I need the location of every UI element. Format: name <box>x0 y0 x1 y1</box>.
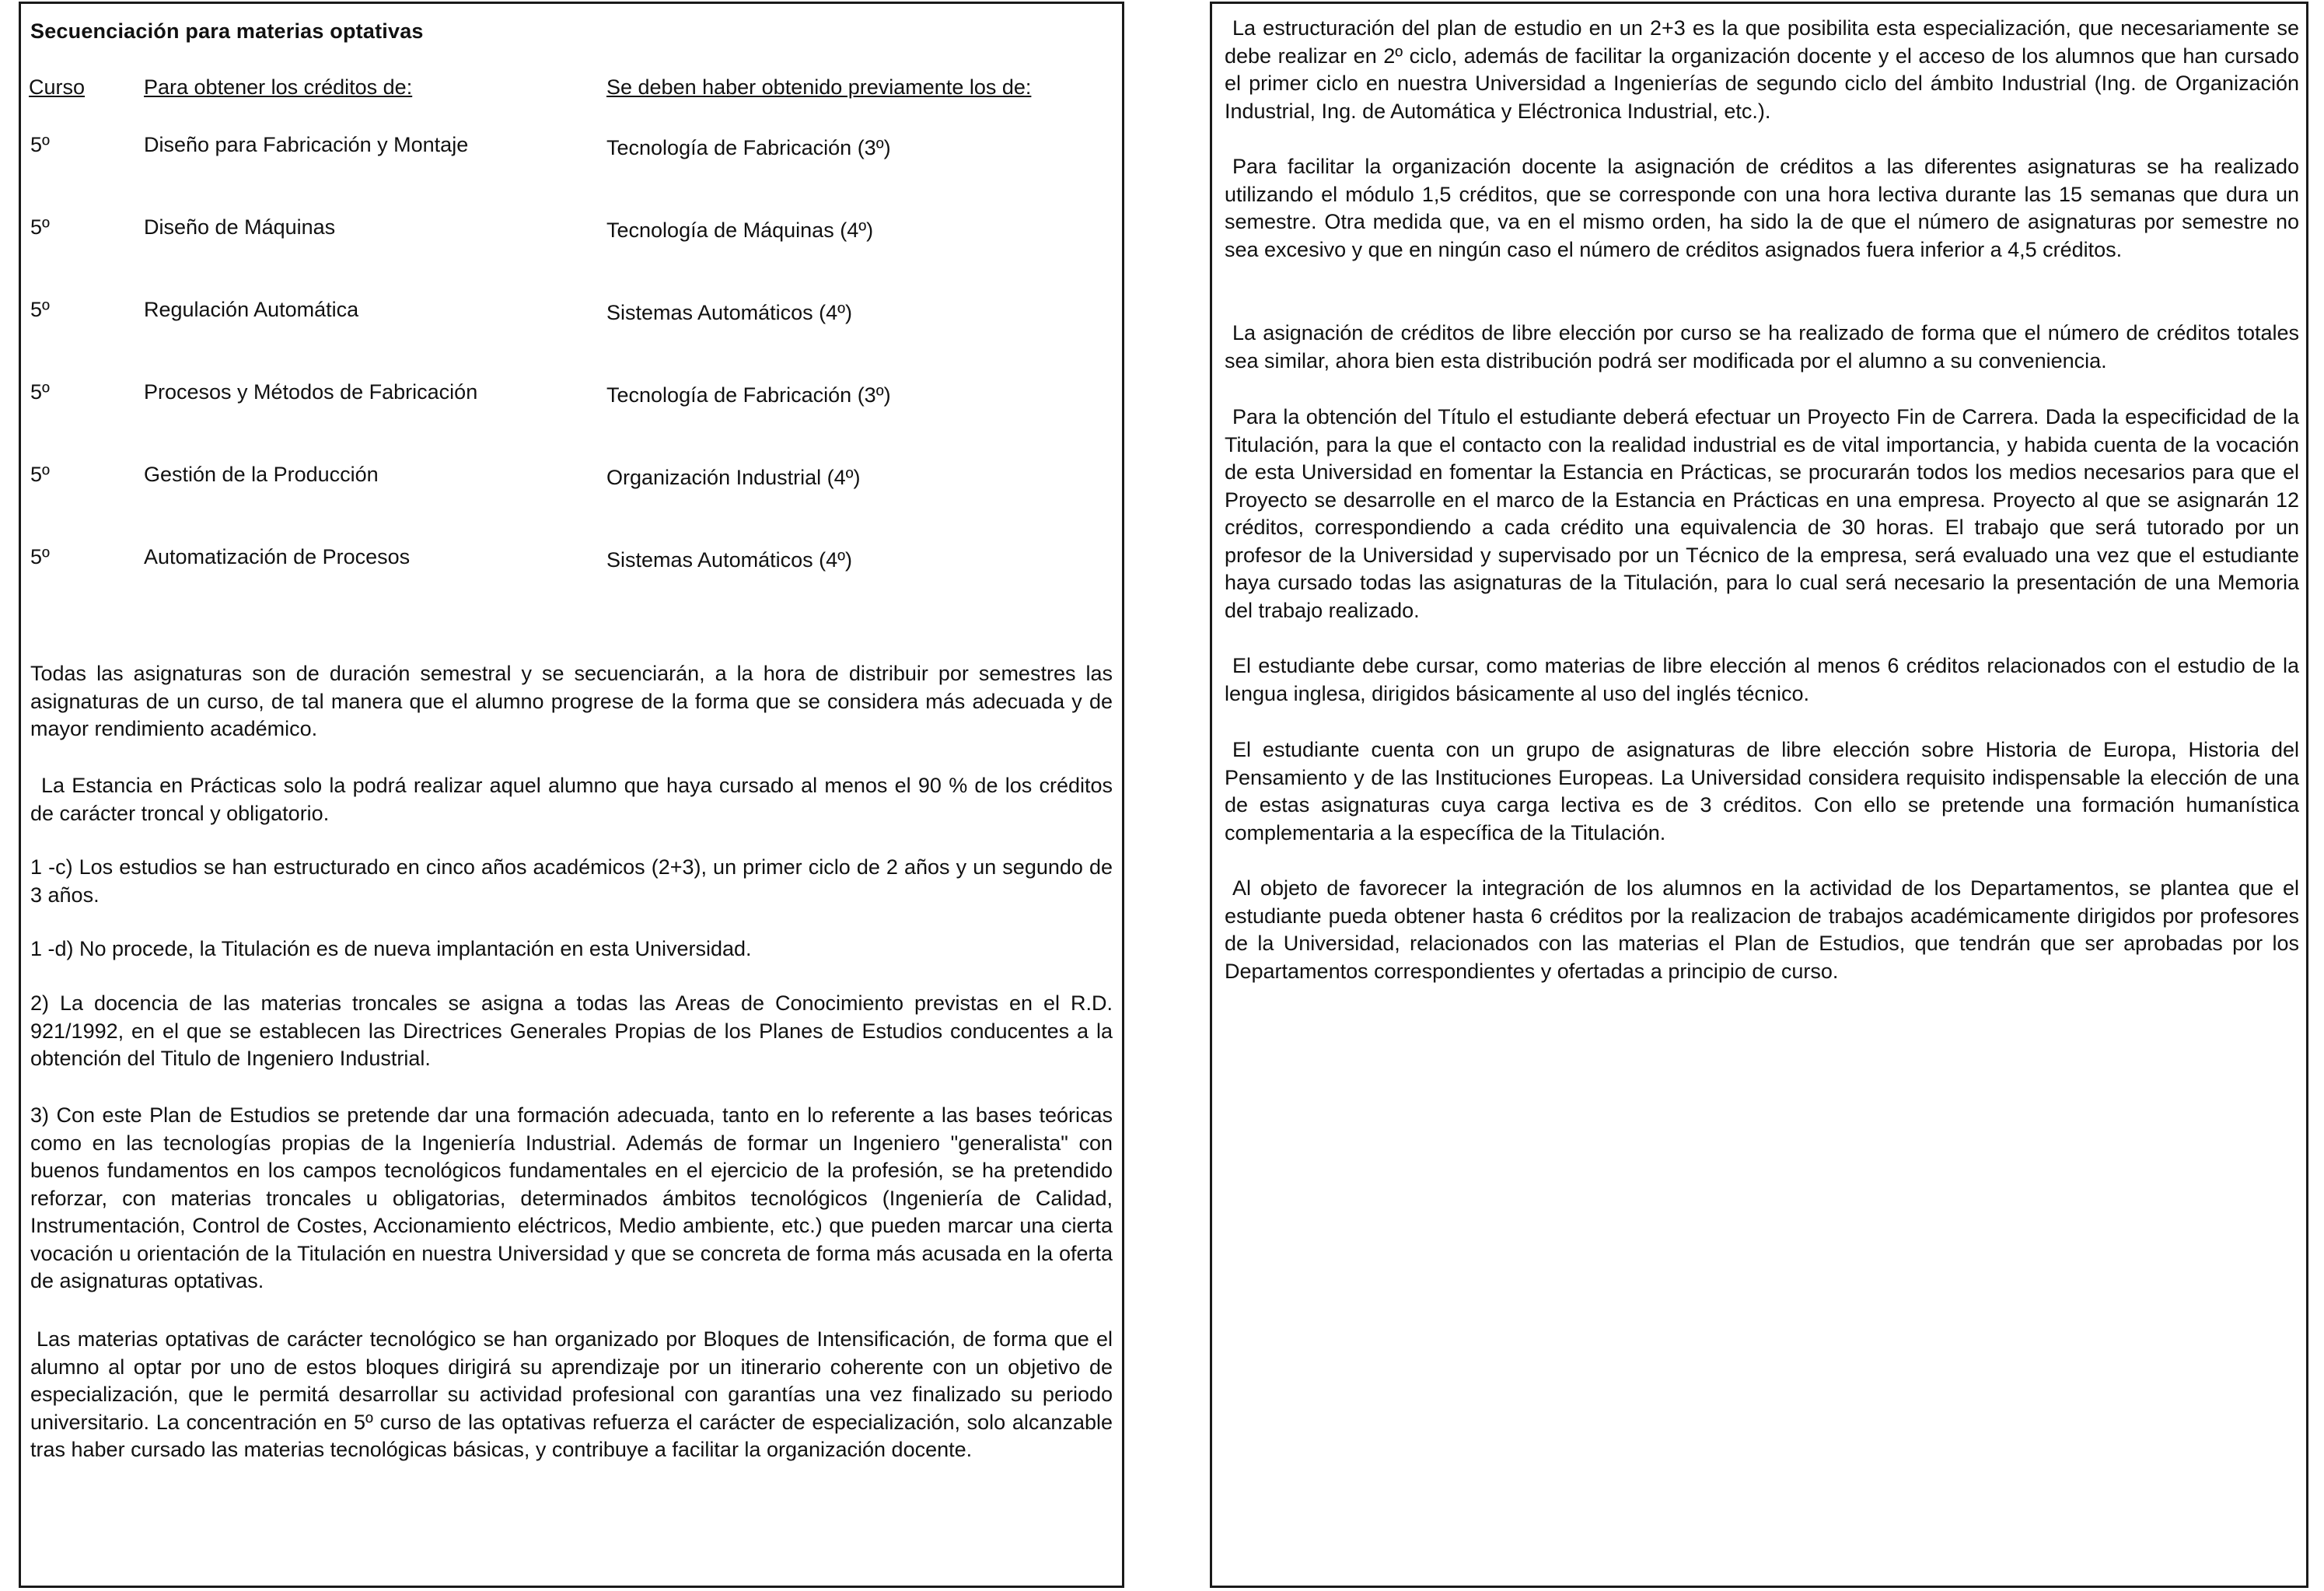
table-cell-curso: 5º <box>30 133 50 156</box>
table-cell-previa: Tecnología de Máquinas (4º) <box>606 219 874 242</box>
table-header-obtener: Para obtener los créditos de: <box>144 75 413 99</box>
paragraph-historia: El estudiante cuenta con un grupo de asignaturas de libre elección sobre Historia de Europa, Historia del Pensamiento y de las Instituciones Europeas. La Universidad considera requisito indispensable la elección de una de estas asignaturas cuya carga lectiva es de 3 créditos. Con ello se pretende una formación humanística complementaria a la específica de la Titulación. <box>1225 738 2299 844</box>
table-cell-previa: Sistemas Automáticos (4º) <box>606 301 852 324</box>
table-cell-materia: Automatización de Procesos <box>144 545 411 568</box>
table-header-curso: Curso <box>29 75 86 99</box>
table-cell-previa: Tecnología de Fabricación (3º) <box>606 136 891 159</box>
table-cell-materia: Diseño para Fabricación y Montaje <box>144 133 469 156</box>
paragraph-libre-eleccion: La asignación de créditos de libre elección por curso se ha realizado de forma que el número de créditos totales sea similar, ahora bien esta distribución podrá ser modificada por el alumno a su conveniencia. <box>1225 321 2299 372</box>
table-cell-curso: 5º <box>30 380 50 404</box>
paragraph-1d: 1 -d) No procede, la Titulación es de nueva implantación en esta Universidad. <box>30 937 752 960</box>
paragraph-estancia: La Estancia en Prácticas solo la podrá realizar aquel alumno que haya cursado al menos el 90 % de los créditos de carácter troncal y obligatorio. <box>30 774 1113 825</box>
paragraph-3: 3) Con este Plan de Estudios se pretende dar una formación adecuada, tanto en lo referente a las bases teóricas como en las tecnologías propias de la Ingeniería Industrial. Además de formar un Ingeniero "generalista" con buenos fundamentos en los campos tecnológicos fundamentales en el ejercicio de la profesión, se ha pretendido reforzar, con materias troncales u obligatorias, determinados ámbitos tecnológicos (Ingeniería de Calidad, Instrumentación, Control de Costes, Accionamiento eléctricos, Medio ambiente, etc.) que pueden marcar una cierta vocación u orientación de la Titulación en nuestra Universidad y que se concreta de forma más acusada en la oferta de asignaturas optativas. <box>30 1103 1113 1292</box>
section-heading: Secuenciación para materias optativas <box>30 19 424 43</box>
table-cell-previa: Sistemas Automáticos (4º) <box>606 548 852 572</box>
table-cell-materia: Gestión de la Producción <box>144 463 379 486</box>
table-header-previos: Se deben haber obtenido previamente los de: <box>606 75 1032 99</box>
paragraph-ingles: El estudiante debe cursar, como materias de libre elección al menos 6 créditos relacionados con el estudio de la lengua inglesa, dirigidos básicamente al uso del inglés técnico. <box>1225 654 2299 705</box>
paragraph-creditos: Para facilitar la organización docente la asignación de créditos a las diferentes asignaturas se ha realizado utilizando el módulo 1,5 créditos, que se corresponde con una hora lectiva durante las 15 semanas que dura un semestre. Otra medida que, va en el mismo orden, ha sido la de que el número de asignaturas por semestre no sea excesivo y que en ningún caso el número de créditos asignados fuera inferior a 4,5 créditos. <box>1225 155 2299 261</box>
paragraph-secuenciacion: Todas las asignaturas son de duración semestral y se secuenciarán, a la hora de distribuir por semestres las asignaturas de un curso, de tal manera que el alumno progrese de la forma que se considera más adecuada y de mayor rendimiento académico. <box>30 662 1113 740</box>
paragraph-1c: 1 -c) Los estudios se han estructurado en cinco años académicos (2+3), un primer ciclo de 2 años y un segundo de 3 años. <box>30 855 1113 907</box>
table-cell-previa: Organización Industrial (4º) <box>606 466 861 489</box>
table-cell-previa: Tecnología de Fabricación (3º) <box>606 383 891 407</box>
table-cell-materia: Regulación Automática <box>144 298 359 321</box>
table-cell-curso: 5º <box>30 545 50 568</box>
table-cell-curso: 5º <box>30 298 50 321</box>
paragraph-departamentos: Al objeto de favorecer la integración de los alumnos en la actividad de los Departamentos, se plantea que el estudiante pueda obtener hasta 6 créditos por la realizacion de trabajos académicamente dirigidos por profesores de la Universidad, relacionados con las materias el Plan de Estudios, que tendrán que ser aprobadas por los Departamentos correspondientes y ofertadas a principio de curso. <box>1225 876 2299 983</box>
paragraph-2: 2) La docencia de las materias troncales se asigna a todas las Areas de Conocimiento previstas en el R.D. 921/1992, en el que se establecen las Directrices Generales Propias de los Planes de Estudios conducentes a la obtención del Titulo de Ingeniero Industrial. <box>30 991 1113 1070</box>
table-cell-curso: 5º <box>30 463 50 486</box>
paragraph-estructuracion: La estructuración del plan de estudio en un 2+3 es la que posibilita esta especialización, que necesariamente se debe realizar en 2º ciclo, además de facilitar la organización docente y el acceso de los alumnos que han cursado el primer ciclo en nuestra Universidad a Ingenierías de segundo ciclo del ámbito Industrial (Ing. de Organización Industrial, Ing. de Automática y Eléctronica Industrial, etc.). <box>1225 16 2299 123</box>
table-cell-materia: Diseño de Máquinas <box>144 215 336 239</box>
table-cell-curso: 5º <box>30 215 50 239</box>
left-page <box>19 2 1124 1588</box>
paragraph-optativas: Las materias optativas de carácter tecnológico se han organizado por Bloques de Intensificación, de forma que el alumno al optar por uno de estos bloques dirigirá su aprendizaje por un itinerario coherente con un objetivo de especialización, que le permitá desarrollar su actividad profesional con garantías una vez finalizado su periodo universitario. La concentración en 5º curso de las optativas refuerza el carácter de especialización, solo alcanzable tras haber cursado las materias tecnológicas básicas, y contribuye a facilitar la organización docente. <box>30 1327 1113 1461</box>
right-page <box>1210 2 2308 1588</box>
table-cell-materia: Procesos y Métodos de Fabricación <box>144 380 478 404</box>
paragraph-proyecto: Para la obtención del Título el estudiante deberá efectuar un Proyecto Fin de Carrera. Dada la especificidad de la Titulación, para la que el contacto con la realidad industrial es de vital importancia, y habida cuenta de la vocación de esta Universidad en fomentar la Estancia en Prácticas, se procurarán todos los medios necesarios para que el Proyecto se desarrolle en el marco de la Estancia en Prácticas en una empresa. Proyecto al que se asignarán 12 créditos, correspondiendo a cada crédito una equivalencia de 30 horas. El trabajo que será tutorado por un profesor de la Universidad y supervisado por un Técnico de la empresa, será evaluado una vez que el estudiante haya cursado todas las asignaturas de la Titulación, para lo cual será necesario la presentación de una Memoria del trabajo realizado. <box>1225 405 2299 622</box>
